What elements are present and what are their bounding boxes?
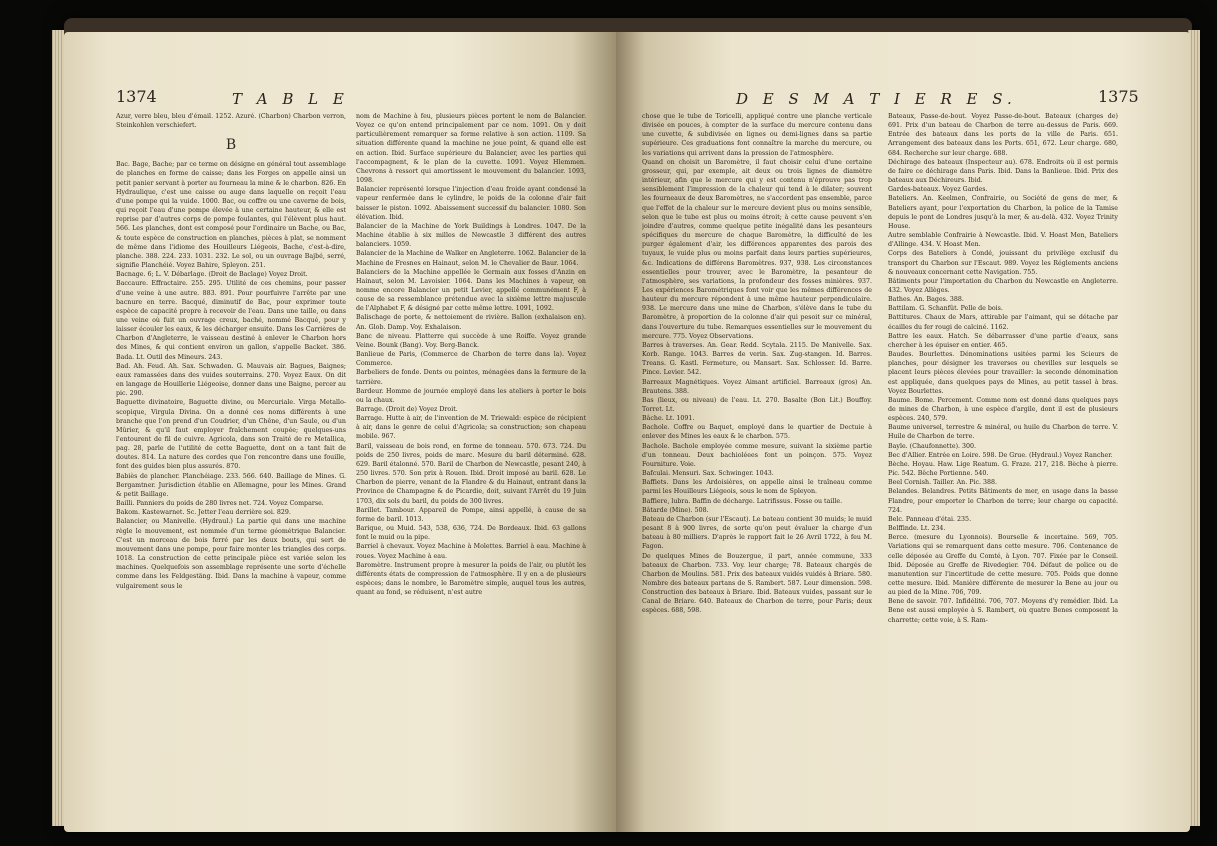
index-entry: Balancier représenté lorsque l'injection d'eau froide ayant condensé la vapeur renfermée dans le cylindre, le poids de la colonne d'air fait baisser le piston. 1092. Abaissement successif du balancier. 1080. Son élévation. Ibid.	[356, 186, 586, 221]
page-number: 1375	[1098, 87, 1139, 106]
index-entry: Bafculai. Mensuri. Sax. Schwinger. 1043.	[642, 470, 774, 478]
index-entry: Belc. Panneau d'étai. 235.	[888, 515, 972, 523]
index-entry: Balancier, ou Manivelle. (Hydraul.) La partie qui dans une machine règle le mouvement, est nommée d'un terme géométrique Balancier. C'est un morceau de bois ferré par les deux bouts, qui sert de mouvement dans une pompe, pour faire monter les triangles des corps. 1018. La construction de cette principale pièce est variée selon les machines. Quelquefois son assemblage représente une sorte d'échelle comme dans les Feldgestäng. Ibid. Dans la machine à vapeur, comme vulgairement sous le	[116, 518, 346, 590]
index-entry: Barillet. Tambour. Appareil de Pompe, ainsi appellé, à cause de sa forme de baril. 1013.	[356, 506, 586, 523]
index-entry: Bene de savoir. 707. Infidélité. 706, 707. Moyens d'y remédier. Ibid. La Bene est aussi employée à S. Rambert, où quatre Benes composent la charrette; cette voie, à S. Ram-	[888, 598, 1118, 624]
index-entry: Balancier de la Machine de York Buildings à Londres. 1047. De la Machine établie à six milles de Newcastle 3 différent des autres balanciers. 1059.	[356, 222, 586, 249]
index-entry: Bâtiments pour l'importation du Charbon du Newcastle en Angleterre. 432. Voyez Allèges.	[888, 277, 1118, 294]
index-entry: Bachole. Bachole employée comme mesure, suivant la sixième partie d'un tonneau. Deux bachioléees font un poinçon. 575. Voyez Fourniture. Voie.	[642, 442, 872, 468]
left-page	[64, 32, 616, 832]
index-entry: Balanciers de la Machine appellée le Germain aux fosses d'Anzin en Hainaut, selon M. Lavoisier. 1064. Dans les Machines à vapeur, on nomme encore Balancier un petit Levier, appellé communément F, à cause de sa ressemblance prétendue avec la sixième lettre majuscule de l'Alphabet F, & désigné par cette même lettre. 1091, 1092.	[356, 268, 586, 313]
index-entry: Battilam. G. Schanfût. Pelle de bois.	[888, 305, 1003, 313]
index-entry: Quand on choisit un Baromètre, il faut choisir celui d'une certaine grosseur, qui, par exemple, ait deux ou trois lignes de diamètre intérieur, afin que le mercure qui y est contenu n'éprouve pas trop sensiblement l'impression de la chaleur qui tend à le dilater; souvent les fourneaux de deux Baromètres, ne s'accordent pas ensemble, parce que l'effet de la chaleur sur le mercure devient plus ou moins sensible, selon que le tube est plus ou moins étroit; à cette cause peuvent s'en joindre d'autres, comme quelque petite inégalité dans les pesanteurs spécifiques du mercure de chaque Baromètre, la difficulté de les purger également d'air, les différences apparentes des parois des tuyaux, le vuide plus ou moins parfait dans leurs parties supérieures, &c. Indications de différens Baromètres. 937, 938. Les circonstances essentielles pour trouver, avec le Baromètre, la pesanteur de l'atmosphère, ses variations, la profondeur des fosses minières. 937. Les expériences Barométriques font voir que les mêmes différences de hauteur du mercure répondent à une même hauteur perpendiculaire. 938. Le mercure dans une mine de Charbon, s'élève dans le tube du Baromètre, à proportion de la colonne d'air qui pesoit sur ce minéral, dans l'ouverture du tube. Remarques essentielles sur le mouvement du mercure. 775. Voyez Observations.	[642, 158, 872, 340]
index-entry: Autre semblable Confrairie à Newcastle. Ibid. V. Hoast Men, Bateliers d'Allinge. 434. V. Hoast Men.	[888, 232, 1118, 249]
index-entry: Bateau de Charbon (sur l'Escaut). Le bateau contient 30 muids; le muid pesant 8 à 900 livres, de sorte qu'on peut évaluer la charge d'un bateau à 80 milliers. D'après le rapport fait le 26 Avril 1722, à feu M. Fagon.	[642, 515, 872, 551]
index-entry: Barriel à chevaux. Voyez Machine à Molettes. Barriel à eau. Machine à roues. Voyez Machine à eau.	[356, 543, 586, 560]
index-entry: Baffiere, lubra. Baffin de décharge. Latrifissus. Fosse ou taille.	[642, 497, 843, 505]
index-entry: Azur, verre bleu, bleu d'émail. 1252. Azuré. (Charbon) Charbon verron, Steinkohlen verschiefert.	[116, 113, 346, 130]
index-entry: Baume universel, terrestre & minéral, ou huile du Charbon de terre. V. Huile de Charbon de terre.	[888, 424, 1118, 441]
index-entry: Barique, ou Muid. 543, 538, 636, 724. De Bordeaux. Ibid. 63 gallons font le muid ou la pipe.	[356, 525, 586, 542]
index-entry: Bateaux, Passe-de-bout. Voyez Passe-de-bout. Bateaux (charges de) 691. Prix d'un bateau de Charbon de terre au-dessus de Paris. 669. Entrée des bateaux dans les ports de la ville de Paris. 651. Arrangement des bateaux dans les Ports. 651, 672. Leur charge. 680, 684. Recherche sur leur charge. 688.	[888, 113, 1118, 157]
page-edges-left	[52, 30, 64, 826]
section-letter: B	[225, 137, 237, 154]
index-entry: Balancier de la Machine de Walker en Angleterre. 1062. Balancier de la Machine de Fresnes en Hainaut, selon M. le Chevalier de Baur. 1064.	[356, 250, 586, 267]
index-entry: chose que le tube de Toricelli, appliqué contre une planche verticale divisée en pouces, à compter de la surface du mercure contenu dans une cuvette, & subdivisée en lignes ou demi-lignes dans sa partie supérieure. Ces graduations font connaître la marche du mercure, ou les variations qui arrivent dans la pression de l'atmosphère.	[642, 113, 872, 157]
index-entry: Bad. Ah. Feud. Ah. Sax. Schwaden. G. Mauvais air. Bagues, Baignes; eaux ramassées dans des vuides souterrains. 270. Voyez Eaux. On dit en langage de Houillerie Liégeoise, donner dans une Baigne, percer au pic. 290.	[116, 362, 346, 398]
index-entry: Babiès de plancher. Planchéiage. 233. 566. 640. Baillage de Mines. G. Bergamtner. Jurisdiction établie en Allemagne, pour les Mines. Grand & petit Baillage.	[116, 472, 346, 498]
index-entry: Battre les eaux. Hatch. Se débarrasser d'une partie d'eaux, sans chercher à les épuiser en entier. 465.	[888, 332, 1118, 349]
running-head: D E S M A T I E R E S.	[736, 90, 1017, 108]
index-entry: Baccaure. Effractaire. 255. 295. Utilité de ces chemins, pour passer d'une veine à une autre. 883. 891. Pour pourfuivre l'arrête par une bacnure en terre. Bacqué, diminutif de Bac, pour exprimer toute espèce de capacité propre à recevoir de l'eau. Dans une taille, ou dans une veine où fuit un ouvrage creux, baché, nommé Bacqué, pour y laisser écouler les eaux, & les décharger ensuite. Dans les Carrières de Charbon d'Angleterre, le vaisseau destiné à enlever le Charbon hors des Mines, & qui contient environ un gallon, s'appelle Backet. 386. Bada. Lt. Outil des Mineurs. 243.	[116, 280, 346, 361]
index-entry: Bâche. Lt. 1091.	[642, 415, 695, 423]
index-entry: Baume. Bome. Percement. Comme nom est donné dans quelques pays de mines de Charbon, à une espèce d'argile, dont il est de plusieurs espèces. 240, 579.	[888, 396, 1118, 423]
index-entry: Beel Cornish. Tailler. An. Pic. 388.	[888, 479, 998, 487]
text-column	[356, 112, 586, 832]
index-entry: Barrage. (Droit de) Voyez Droit.	[356, 406, 458, 413]
index-entry: Bathes. An. Bages. 388.	[888, 296, 964, 304]
index-entry: Battitures. Chaux de Mars, attirable par l'aimant, qui se détache par écailles du fer rougi de calciné. 1162.	[888, 314, 1118, 331]
index-entry: Bacnage. 6; L. V. Débarlage. (Droit de Baclage) Voyez Droit.	[116, 271, 308, 279]
index-entry: Balischage de porte, & nettoiement de rivière. Ballon (exhalaison en). An. Glob. Damp. Voy. Exhalaison.	[356, 314, 586, 331]
index-entry: Bakom. Kastewarnet. Sc. Jetter l'eau derrière soi. 829.	[116, 509, 291, 517]
index-entry: Baguette divinatoire, Baguette divine, ou Mercuriale. Virga Metallo-scopique, Virgula Divina. On a donné ces noms différents à une branche que l'on prend d'un Coudrier, d'un Chêne, d'un Saule, ou d'un Mûrier, & qu'il faut employer fraîchement coupée; quelques-uns l'entourent de fil de cuivre. Agricola, dans son Traité de re Metallica, pag. 28, parle de l'utilité de cette Baguette, dont on a tant fait de doutes. 814. La nature des cordes que l'on rencontre dans une fouille, font des guides bien plus assurés. 870.	[116, 399, 346, 471]
index-entry: Barres à traverses. An. Gear. Redd. Scytala. 2115. De Manivelle. Sax. Korb. Range. 1043. Barres de verin. Sax. Zug-stangen. Id. Barres. Treans. G. Kastl. Fermeture, ou Mansart. Sax. Schlosser. Id. Barre. Pince. Levier. 542.	[642, 341, 872, 377]
index-entry: Banlieue de Paris, (Commerce de Charbon de terre dans la). Voyez Commerce.	[356, 351, 586, 368]
index-entry: Bas (lieux, ou niveau) de l'eau. Lt. 270. Basalte (Bon Lit.) Bouffoy. Torret. Lt.	[642, 396, 872, 413]
right-page	[616, 32, 1190, 832]
index-entry: Bardeur. Homme de journée employé dans les ateliers à porter le bois ou la chaux.	[356, 387, 586, 404]
index-entry: Gardes-bateaux. Voyez Gardes.	[888, 186, 988, 194]
index-entry: Déchirage des bateaux (Inspecteur au). 678. Endroits où il est permis de faire ce déchirage dans Paris. Ibid. Dans la Banlieue. Ibid. Prix des bateaux aux Déchireurs. Ibid.	[888, 158, 1118, 185]
index-entry: Bec d'Allier. Entrée en Loire. 598. De Grue. (Hydraul.) Voyez Rancher.	[888, 451, 1113, 459]
index-entry: Barreaux Magnétiques. Voyez Aimant artificiel. Barreaux (gros) An. Brautens. 388.	[642, 378, 872, 395]
index-entry: Bachole. Coffre ou Baquet, employé dans le quartier de Dectuie à enlever des Mines les eaux & le charbon. 575.	[642, 424, 872, 441]
index-entry: nom de Machine à feu, plusieurs pièces portent le nom de Balancier. Voyez ce qu'on entend principalement par ce nom. 1091. On y doit particulièrement remarquer sa forme relative à son action. 1109. Sa situation différente quand la machine ne joue point, & quand elle est en action. Ibid. Surface supérieure du Balancier, avec les parties qui l'accompagnent, & le plan de la cuvette. 1091. Voyez Hlemmen. Chevrons à ressort qui amortissent le mouvement du balancier. 1093, 1098.	[356, 113, 586, 185]
index-entry: Banc de niveau. Platterre qui succède à une Roiffe. Voyez grande Veine. Bounk (Bang). Voy. Berg-Banck.	[356, 332, 586, 349]
index-entry: Bac. Bage, Bache; par ce terme on désigne en général tout assemblage de planches en forme de caisse; dans les Forges on appelle ainsi un petit panier servant à porter au fourneau la mine & le charbon. 826. En Hydraulique, c'est une caisse ou auge dans laquelle on reçoit l'eau d'une pompe qui la vuide. 1000. Bac, ou coffre ou une caverne de bois, qui reçoit l'eau d'une pompe élevée à une certaine hauteur, & elle est reprise par d'autres corps de pompe foulantes, qui l'élèvent plus haut. 566. Les planches, dont est composé pour l'ordinaire un Bache, ou Bac, & toute espèce de construction en planches, pièces à plat, se nomment de même dans l'idiome des Houilleurs Liégeois, Bache, c'est-à-dire, planche. 388. 224. 233. 1031. 232. Le sol, ou un ouvrage Bajbé, serré, signifie Planchéié. Voyez Bahire, Spleyon. 251.	[116, 161, 346, 270]
text-column	[888, 112, 1118, 832]
index-entry: Baudes. Bourlettes. Dénominations usitées parmi les Scieurs de planches, pour désigner les traverses ou chevilles sur lesquels se placent leurs pièces élevées pour travailler: la seconde dénomination est appliquée, dans quelques pays de Mines, au petit tassel à bras. Voyez Bourlettes.	[888, 351, 1118, 395]
index-entry: Baril, vaisseau de bois rond, en forme de tonneau. 570. 673. 724. Du poids de 250 livres, poids de marc. Mesure du baril déterminé. 628. 629. Baril étalonné. 570. Baril de Charbon de Newcastle, pesant 240, à 250 livres. 570. Son prix à Rouen. Ibid. Droit imposé au baril. 628. Le Charbon de pierre, venant de la Flandre & du Hainaut, entrant dans la Province de Champagne & de Picardie, doit, suivant l'Arrêt du 19 Juin 1703, dix sols du baril, du poids de 300 livres.	[356, 442, 586, 505]
index-entry: Bèche. Hoyau. Haw. Lige Reatum. G. Fraze. 217, 218. Bèche à pierre. Pic. 542. Bêche Portienne. 540.	[888, 460, 1118, 478]
index-entry: Barbeliers de fonde. Dents ou pointes, ménagées dans la fermure de la tarrière.	[356, 369, 586, 386]
index-entry: Barrage. Hutte à air, de l'invention de M. Triewald: espèce de récipient à air, dans le genre de celui d'Agricola; sa construction; son chapeau mobile. 967.	[356, 415, 586, 441]
index-entry: Belffinde. Lt. 234.	[888, 525, 946, 533]
index-entry: Bateliers. An. Keelmen, Confrairie, ou Société de gens de mer, & Bateliers ayant, pour l'exportation du Charbon, la police de la Tamise depuis le pont de Londres jusqu'à la mer, & au-delà. 432. Voyez Trinity House.	[888, 195, 1118, 230]
index-entry: Bâtarde (Mine). 508.	[642, 506, 709, 514]
index-entry: Baffiets. Dans les Ardoisières, on appelle ainsi le traîneau comme parmi les Houilleurs Liégeois, sous le nom de Spleyon.	[642, 479, 872, 496]
text-column	[116, 112, 346, 832]
page-number: 1374	[116, 87, 157, 106]
index-entry: Belandes. Belandres. Petits Bâtiments de mer, en usage dans la basse Flandre, pour emporter le Charbon de terre; leur charge ou capacité. 724.	[888, 488, 1118, 514]
index-entry: Corps des Bateliers à Condé, jouissant du privilège exclusif du transport du Charbon sur l'Escaut. 989. Voyez les Réglements anciens & nouveaux concernant cette Navigation. 755.	[888, 250, 1118, 276]
running-head: T A B L E	[232, 90, 349, 108]
text-column	[642, 112, 872, 832]
index-entry: Berce. (mesure du Lyonnois). Bourselle & incertaine. 569, 705. Variations qui se remarquent dans cette mesure. 706. Contenance de celle déposée au Greffe du Comté, à Lyon. 707. Fixée par le Conseil. Ibid. Déposée au Greffe de Rivedegier. 704. Défaut de police ou de manutention sur l'incertitude de cette mesure. 705. Poids que donne cette mesure. Ibid. Manière différente de mesurer la Bene au jour ou au pied de la Mine. 706, 709.	[888, 534, 1118, 597]
index-entry: Baromètre. Instrument propre à mesurer la poids de l'air, ou plutôt les différents états de compression de l'atmosphère. Il y en a de plusieurs espèces; dans le nombre, le Baromètre simple, auquel tous les autres, quant au fond, se réduisent, n'est autre	[356, 561, 586, 597]
index-entry: De quelques Mines de Bouzergue, il part, année commune, 333 bateaux de Charbon. 733. Voy. leur charge; 78. Bateaux chargés de Charbon de Moulins. 581. Prix des bateaux vuidés vuidés à Briare. 580. Nombre des bateaux partans de S. Rambert. 587. Leur dimension. 598. Construction des bateaux à Briare. Ibid. Bateaux vuides, passant sur le Canal de Briare. 640. Bateaux de Charbon de terre, pour Paris; deux espèces. 688, 598.	[642, 552, 872, 615]
index-entry: Bayle. (Chaufonnette). 300.	[888, 442, 977, 450]
index-entry: Bailli. Panniers du poids de 280 livres net. 724. Voyez Comparse.	[116, 500, 324, 508]
